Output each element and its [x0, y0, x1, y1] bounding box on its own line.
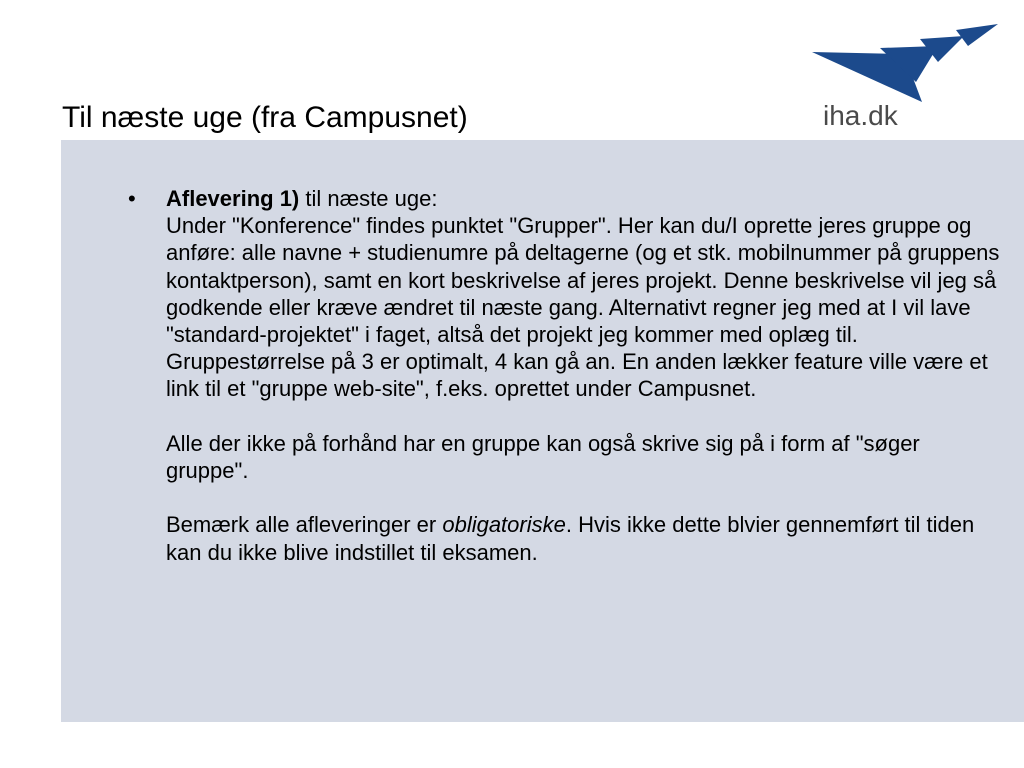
- spacer: [166, 403, 1001, 430]
- iha-wings-icon: [808, 18, 1004, 108]
- paragraph-2: Alle der ikke på forhånd har en gruppe kan også skrive sig på i form af "søger gruppe".: [166, 430, 920, 484]
- paragraph-3-after: . Hvis ikke dette blvier gennemført til tiden kan du ikke blive indstillet til eksamen.: [166, 512, 975, 565]
- content-panel: [61, 140, 1024, 722]
- item-heading-rest: til næste uge:: [299, 186, 438, 211]
- slide-title: Til næste uge (fra Campusnet): [62, 101, 468, 134]
- iha-logo: [808, 18, 1004, 136]
- paragraph-3-before: Bemærk alle afleveringer er: [166, 512, 443, 538]
- paragraph-1: Under "Konference" findes punktet "Grupper". Her kan du/I oprette jeres gruppe og anføre: alle navne + studienumre på deltagerne (og et stk. mobilnummer på gruppens kontaktperson), samt en kort beskrivelse af jeres projekt. Denne beskrivelse vil jeg så godkende eller kræve ændret til næste gang. Alternativt regner jeg med at I vil lave "standard-projektet" i faget, altså det projekt jeg kommer med oplæg til. Gruppestørrelse på 3 er optimalt, 4 kan gå an. En anden lækker feature ville være et link til et "gruppe web-site", f.eks. oprettet under Campusnet.: [166, 213, 1000, 402]
- spacer: [166, 484, 1001, 511]
- paragraph-3-emphasis: obligatoriske: [442, 512, 566, 538]
- item-heading: [166, 185, 1001, 212]
- bullet-marker: •: [128, 186, 136, 211]
- logo-text: iha.dk: [823, 100, 898, 131]
- paragraph-3: [166, 511, 1001, 565]
- item-heading-bold: Aflevering 1): [166, 186, 300, 211]
- bullet-item-body: [166, 185, 1001, 566]
